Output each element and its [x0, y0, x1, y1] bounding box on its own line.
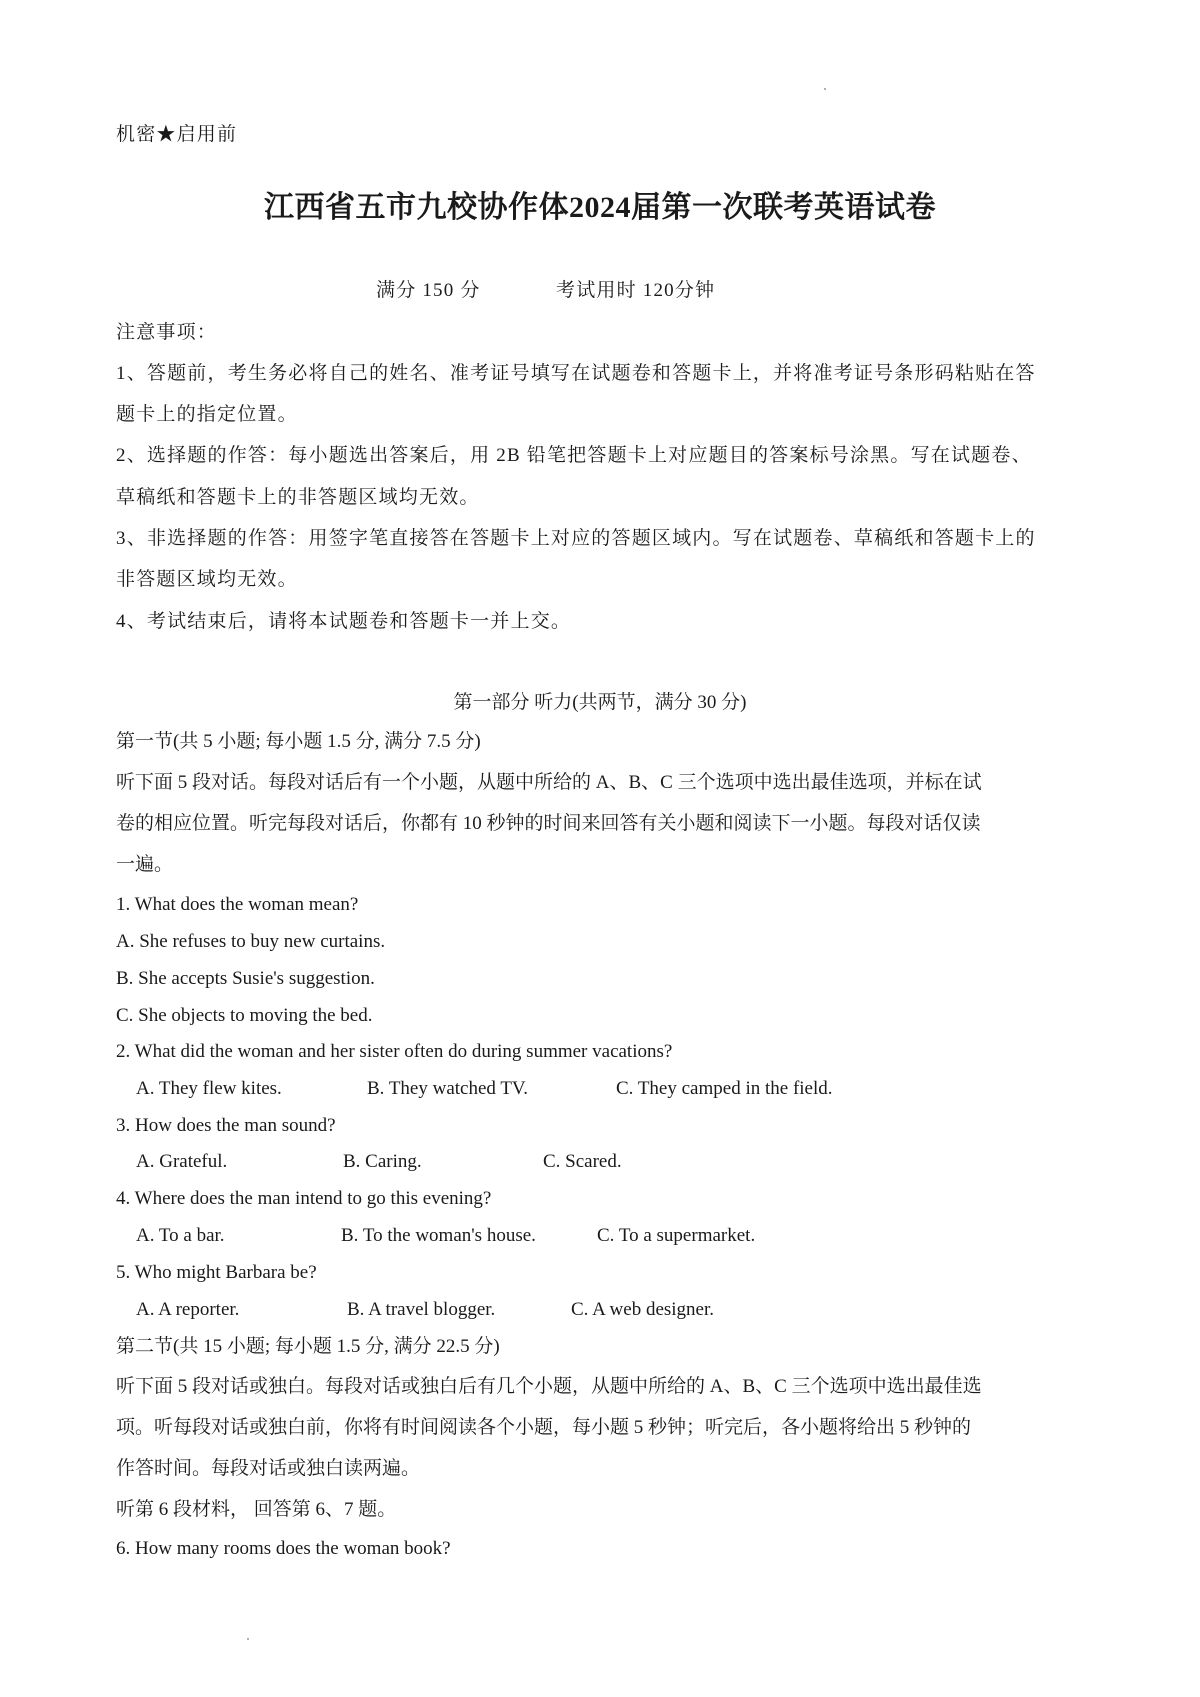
notice-heading: 注意事项： [116, 322, 218, 343]
section2-instruction: 听下面 5 段对话或独白。每段对话或独白后有几个小题，从题中所给的 A、B、C 三个选项中选出最佳选 [116, 1376, 982, 1397]
question-5-option-a: A. A reporter. [136, 1299, 240, 1320]
scan-speck [247, 1638, 249, 1640]
scan-speck [824, 88, 826, 90]
section1-instruction: 一遍。 [116, 854, 174, 875]
exam-title: 江西省五市九校协作体2024届第一次联考英语试卷 [264, 191, 936, 224]
notice-line: 4、考试结束后，请将本试题卷和答题卡一并上交。 [116, 611, 572, 632]
section1-heading: 第一节(共 5 小题; 每小题 1.5 分, 满分 7.5 分) [116, 731, 481, 752]
notice-line: 3、非选择题的作答：用签字笔直接答在答题卡上对应的答题区域内。写在试题卷、草稿纸和答题卡上的 [116, 528, 1036, 549]
question-1-stem: 1. What does the woman mean? [116, 894, 359, 915]
question-1-option-b: B. She accepts Susie's suggestion. [116, 968, 375, 989]
notice-line: 1、答题前，考生务必将自己的姓名、准考证号填写在试题卷和答题卡上，并将准考证号条形码粘贴在答 [116, 363, 1036, 384]
section2-instruction: 作答时间。每段对话或独白读两遍。 [116, 1458, 421, 1479]
question-1-option-a: A. She refuses to buy new curtains. [116, 931, 386, 952]
question-5-option-b: B. A travel blogger. [347, 1299, 496, 1320]
section1-instruction: 听下面 5 段对话。每段对话后有一个小题，从题中所给的 A、B、C 三个选项中选出最佳选项，并标在试 [116, 772, 982, 793]
material-6-label: 听第 6 段材料， 回答第 6、7 题。 [116, 1499, 397, 1520]
question-4-stem: 4. Where does the man intend to go this evening? [116, 1188, 492, 1209]
question-2-stem: 2. What did the woman and her sister often do during summer vacations? [116, 1041, 673, 1062]
section1-instruction: 卷的相应位置。听完每段对话后，你都有 10 秒钟的时间来回答有关小题和阅读下一小题。每段对话仅读 [116, 813, 981, 834]
notice-line: 草稿纸和答题卡上的非答题区域均无效。 [116, 487, 480, 508]
question-4-option-a: A. To a bar. [136, 1225, 225, 1246]
part1-heading: 第一部分 听力(共两节，满分 30 分) [453, 692, 747, 713]
notice-line: 2、选择题的作答：每小题选出答案后，用 2B 铅笔把答题卡上对应题目的答案标号涂黑。写在试题卷、 [116, 445, 1032, 466]
notice-line: 非答题区域均无效。 [116, 569, 298, 590]
confidential-label: 机密★启用前 [116, 124, 238, 145]
question-6-stem: 6. How many rooms does the woman book? [116, 1538, 451, 1559]
question-3-option-c: C. Scared. [543, 1151, 622, 1172]
exam-duration: 考试用时 120分钟 [556, 280, 716, 301]
total-score: 满分 150 分 [376, 280, 481, 301]
question-2-option-b: B. They watched TV. [367, 1078, 528, 1099]
question-5-stem: 5. Who might Barbara be? [116, 1262, 317, 1283]
question-1-option-c: C. She objects to moving the bed. [116, 1005, 373, 1026]
question-2-option-c: C. They camped in the field. [616, 1078, 833, 1099]
question-5-option-c: C. A web designer. [571, 1299, 715, 1320]
section2-heading: 第二节(共 15 小题; 每小题 1.5 分, 满分 22.5 分) [116, 1336, 500, 1357]
question-3-stem: 3. How does the man sound? [116, 1115, 336, 1136]
section2-instruction: 项。听每段对话或独白前，你将有时间阅读各个小题，每小题 5 秒钟；听完后，各小题将给出 5 秒钟的 [116, 1417, 972, 1438]
notice-line: 题卡上的指定位置。 [116, 404, 298, 425]
question-3-option-a: A. Grateful. [136, 1151, 228, 1172]
question-4-option-b: B. To the woman's house. [341, 1225, 536, 1246]
question-2-option-a: A. They flew kites. [136, 1078, 282, 1099]
question-3-option-b: B. Caring. [343, 1151, 422, 1172]
question-4-option-c: C. To a supermarket. [597, 1225, 756, 1246]
